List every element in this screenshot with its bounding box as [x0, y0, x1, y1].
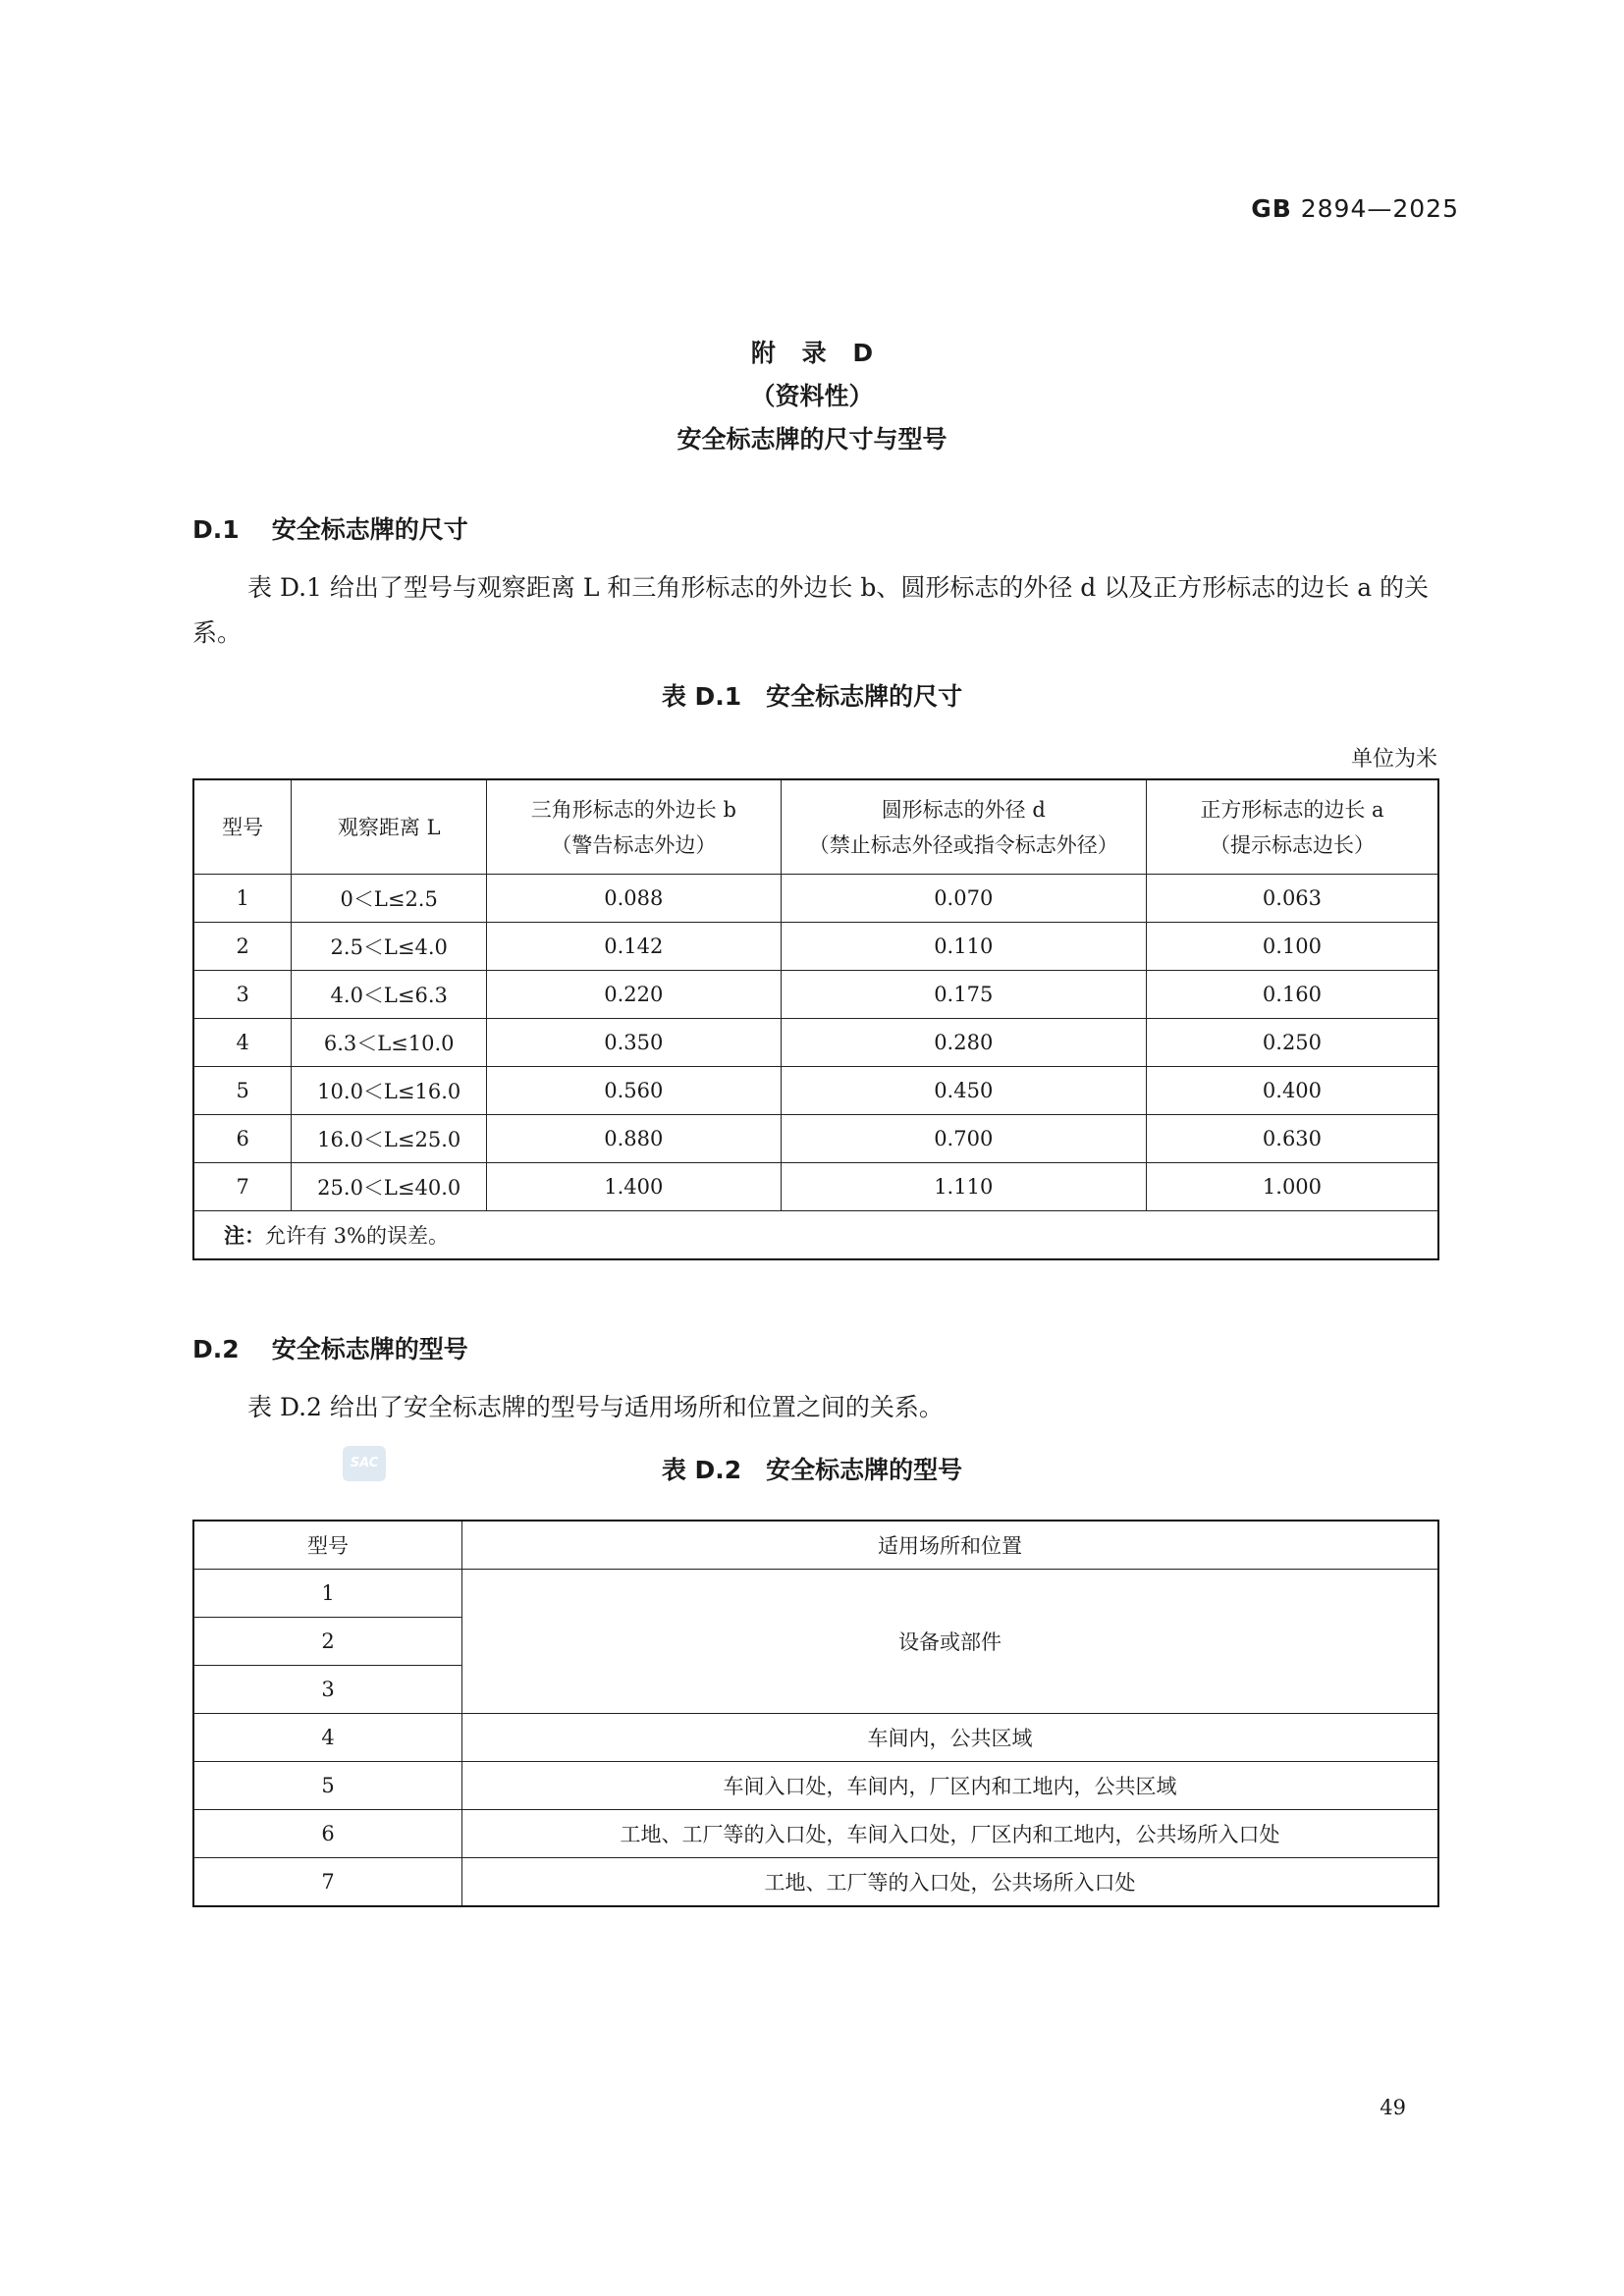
table-cell: 0.880	[487, 1115, 782, 1163]
table-row	[193, 1858, 1438, 1907]
table-cell: 5	[193, 1067, 292, 1115]
place-cell: 车间内，公共区域	[462, 1714, 1438, 1762]
sac-watermark-logo: SAC	[343, 1446, 386, 1481]
table-cell: 0.630	[1146, 1115, 1438, 1163]
table-row	[193, 1570, 1438, 1618]
table-d1	[192, 778, 1439, 1260]
header-text: （提示标志边长）	[1209, 832, 1375, 857]
unit-label: 单位为米	[1350, 747, 1437, 772]
table-cell: 4	[193, 1714, 462, 1762]
table-row	[193, 971, 1438, 1019]
annex-name: 安全标志牌的尺寸与型号	[677, 425, 947, 454]
header-text: （警告标志外边）	[551, 832, 717, 857]
table-cell: 0＜L≤2.5	[292, 875, 487, 923]
table-cell: 2	[193, 1618, 462, 1666]
header-text: 正方形标志的边长 a	[1200, 797, 1384, 822]
table-cell: 3	[193, 1666, 462, 1714]
header-text: （禁止标志外径或指令标志外径）	[808, 832, 1118, 857]
table-cell: 10.0＜L≤16.0	[292, 1067, 487, 1115]
table-cell: 0.100	[1146, 923, 1438, 971]
table-cell: 0.400	[1146, 1067, 1438, 1115]
table-cell: 7	[193, 1163, 292, 1211]
table-row	[193, 1067, 1438, 1115]
table-header-row	[193, 779, 1438, 875]
table-cell: 25.0＜L≤40.0	[292, 1163, 487, 1211]
table-cell: 7	[193, 1858, 462, 1907]
section-number: D.2	[192, 1335, 240, 1363]
table-cell: 0.280	[781, 1019, 1146, 1067]
table-row	[193, 875, 1438, 923]
table-cell: 1.000	[1146, 1163, 1438, 1211]
header-circle	[781, 779, 1146, 875]
header-square	[1146, 779, 1438, 875]
standard-prefix: GB	[1251, 194, 1292, 223]
table-cell: 4.0＜L≤6.3	[292, 971, 487, 1019]
table-row	[193, 1762, 1438, 1810]
table-cell: 6	[193, 1810, 462, 1858]
table-cell: 4	[193, 1019, 292, 1067]
header-model: 型号	[193, 1521, 462, 1570]
annex-title: 附 录 D	[750, 339, 874, 367]
table-note-row	[193, 1211, 1438, 1260]
table-d2	[192, 1520, 1439, 1907]
standard-number: 2894—2025	[1300, 194, 1459, 223]
page-number: 49	[1380, 2096, 1406, 2119]
table-row	[193, 1019, 1438, 1067]
section-title: 安全标志牌的型号	[271, 1335, 468, 1363]
table-cell: 6	[193, 1115, 292, 1163]
table-cell: 0.700	[781, 1115, 1146, 1163]
table-d2-title: 表 D.2 安全标志牌的型号	[661, 1456, 963, 1484]
table-cell: 0.063	[1146, 875, 1438, 923]
table-cell: 1	[193, 875, 292, 923]
place-cell: 工地、工厂等的入口处，公共场所入口处	[462, 1858, 1438, 1907]
table-cell: 0.250	[1146, 1019, 1438, 1067]
table-row	[193, 923, 1438, 971]
header-text: 三角形标志的外边长 b	[530, 797, 736, 822]
table-cell: 6.3＜L≤10.0	[292, 1019, 487, 1067]
table-cell: 2	[193, 923, 292, 971]
table-cell: 5	[193, 1762, 462, 1810]
header-model	[193, 779, 292, 875]
header-distance	[292, 779, 487, 875]
section-d2-paragraph: 表 D.2 给出了安全标志牌的型号与适用场所和位置之间的关系。	[247, 1393, 944, 1421]
header-text: 圆形标志的外径 d	[881, 797, 1046, 822]
table-cell: 16.0＜L≤25.0	[292, 1115, 487, 1163]
table-cell: 0.350	[487, 1019, 782, 1067]
table-cell: 0.560	[487, 1067, 782, 1115]
place-cell: 工地、工厂等的入口处，车间入口处，厂区内和工地内，公共场所入口处	[462, 1810, 1438, 1858]
section-d1-paragraph: 表 D.1 给出了型号与观察距离 L 和三角形标志的外边长 b、圆形标志的外径 d 以及正方形标志的边长 a 的关系。	[192, 573, 1430, 647]
table-row	[193, 1163, 1438, 1211]
table-note	[193, 1211, 1438, 1260]
table-cell: 1.110	[781, 1163, 1146, 1211]
table-cell: 1	[193, 1570, 462, 1618]
header-place: 适用场所和位置	[462, 1521, 1438, 1570]
table-cell: 0.175	[781, 971, 1146, 1019]
table-cell: 3	[193, 971, 292, 1019]
table-header-row	[193, 1521, 1438, 1570]
place-cell: 车间入口处，车间内，厂区内和工地内，公共区域	[462, 1762, 1438, 1810]
section-d2-heading	[192, 1330, 468, 1365]
annex-type: （资料性）	[750, 382, 874, 410]
table-row	[193, 1115, 1438, 1163]
note-text: 允许有 3%的误差。	[265, 1224, 449, 1248]
section-d1-heading	[192, 510, 468, 546]
table-cell: 0.070	[781, 875, 1146, 923]
table-cell: 0.220	[487, 971, 782, 1019]
table-cell: 0.450	[781, 1067, 1146, 1115]
section-number: D.1	[192, 515, 240, 544]
table-cell: 0.110	[781, 923, 1146, 971]
header-text: 观察距离 L	[337, 815, 441, 839]
header-triangle	[487, 779, 782, 875]
table-cell: 0.142	[487, 923, 782, 971]
place-cell: 设备或部件	[462, 1570, 1438, 1714]
table-row	[193, 1714, 1438, 1762]
table-d1-title: 表 D.1 安全标志牌的尺寸	[661, 682, 963, 711]
header-text: 型号	[222, 815, 264, 839]
note-label: 注：	[224, 1224, 265, 1248]
table-cell: 1.400	[487, 1163, 782, 1211]
table-row	[193, 1810, 1438, 1858]
table-cell: 0.160	[1146, 971, 1438, 1019]
table-cell: 0.088	[487, 875, 782, 923]
table-cell: 2.5＜L≤4.0	[292, 923, 487, 971]
standard-code	[1251, 194, 1459, 223]
section-title: 安全标志牌的尺寸	[271, 515, 468, 544]
